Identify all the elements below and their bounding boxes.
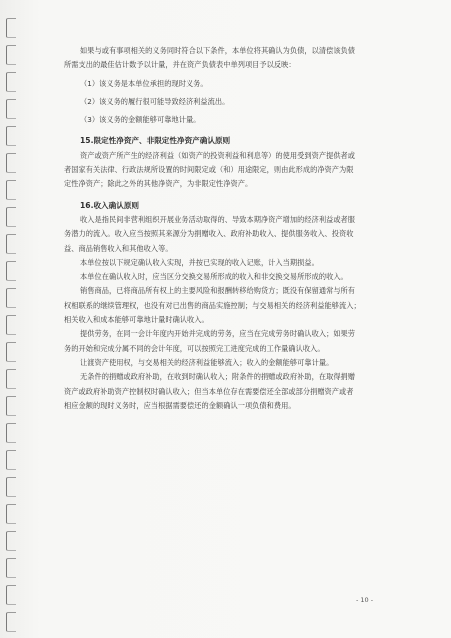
binding-hole xyxy=(6,342,16,362)
body-text-line: 务潜力的流入。收入应当按照其来源分为捐赠收入、政府补助收入、提供服务收入、投资收 xyxy=(64,229,354,239)
binding-hole xyxy=(6,558,16,578)
list-item: （3）该义务的金额能够可靠地计量。 xyxy=(80,115,201,125)
binding-hole xyxy=(6,45,16,65)
binding-hole xyxy=(6,72,16,92)
body-text-line: 益、商品销售收入和其他收入等。 xyxy=(64,243,173,253)
binding-hole xyxy=(6,423,16,443)
section-heading-16: 16.收入确认原则 xyxy=(80,200,140,210)
body-text-line: 资产或政府补助资产控制权时确认收入；但当本单位存在需要偿还全部或部分捐赠资产或者 xyxy=(64,386,354,396)
body-text-line: 无条件的捐赠或政府补助，在收到时确认收入；附条件的捐赠或政府补助，在取得捐赠 xyxy=(80,372,356,382)
binding-hole xyxy=(6,477,16,497)
binding-hole xyxy=(6,207,16,227)
binding-hole xyxy=(6,504,16,524)
binding-hole xyxy=(6,315,16,335)
binding-hole xyxy=(6,288,16,308)
binding-hole xyxy=(6,234,16,254)
binding-hole xyxy=(6,180,16,200)
binding-hole xyxy=(6,18,16,38)
list-item: （1）该义务是本单位承担的现时义务。 xyxy=(80,78,208,88)
binding-hole xyxy=(6,369,16,389)
binding-hole xyxy=(6,531,16,551)
body-text-line: 提供劳务，在同一会计年度内开始并完成的劳务，应当在完成劳务时确认收入；如果劳 xyxy=(80,329,356,339)
binding-hole xyxy=(6,396,16,416)
body-text-line: 相关收入和成本能够可靠地计量时确认收入。 xyxy=(64,315,209,325)
document-body xyxy=(64,44,404,413)
body-text-line: 所需支出的最佳估计数予以计量，并在资产负债表中单列项目予以反映： xyxy=(64,60,296,70)
body-text-line: 销售商品，已将商品所有权上的主要风险和报酬转移给购货方；既没有保留通常与所有 xyxy=(80,286,356,296)
binding-hole xyxy=(6,261,16,281)
section-heading-15: 15.限定性净资产、非限定性净资产确认原则 xyxy=(80,136,231,146)
body-text-line: 收入是指民间非营利组织开展业务活动取得的、导致本期净资产增加的经济利益或者服 xyxy=(80,214,356,224)
body-text-line: 相应金额的现时义务时，应当根据需要偿还的金额确认一项负债和费用。 xyxy=(64,400,296,410)
body-text-line: 让渡资产使用权，与交易相关的经济利益能够流入；收入的金额能够可靠计量。 xyxy=(80,357,334,367)
binding-hole xyxy=(6,99,16,119)
binding-hole xyxy=(6,153,16,173)
body-text-line: 资产或资产所产生的经济利益（如资产的投资利益和利息等）的使用受到资产提供者或 xyxy=(80,150,356,160)
binding-hole xyxy=(6,612,16,632)
page-number: - 10 - xyxy=(356,596,374,604)
body-text-line: 务的开始和完成分属不同的会计年度，可以按照完工进度完成的工作量确认收入。 xyxy=(64,343,325,353)
binding-hole xyxy=(6,585,16,605)
body-text-line: 权相联系的继续管理权，也没有对已出售的商品实施控制；与交易相关的经济利益能够流入； xyxy=(64,300,361,310)
body-text-line: 本单位按以下规定确认收入实现，并按已实现的收入记账，计入当期损益。 xyxy=(80,257,319,267)
binding-hole xyxy=(6,450,16,470)
binding-hole xyxy=(6,126,16,146)
binding-holes xyxy=(6,18,18,628)
body-text-line: 本单位在确认收入时，应当区分交换交易所形成的收入和非交换交易所形成的收入。 xyxy=(80,272,348,282)
body-text-line: 定性净资产；除此之外的其他净资产，为非限定性净资产。 xyxy=(64,179,253,189)
body-text-line: 如果与或有事项相关的义务同时符合以下条件，本单位将其确认为负债，以清偿该负债 xyxy=(80,46,356,55)
list-item: （2）该义务的履行很可能导致经济利益流出。 xyxy=(80,96,230,106)
body-text-line: 者国家有关法律、行政法规所设置的时间限定或（和）用途限定，则由此形成的净资产为限 xyxy=(64,165,354,175)
